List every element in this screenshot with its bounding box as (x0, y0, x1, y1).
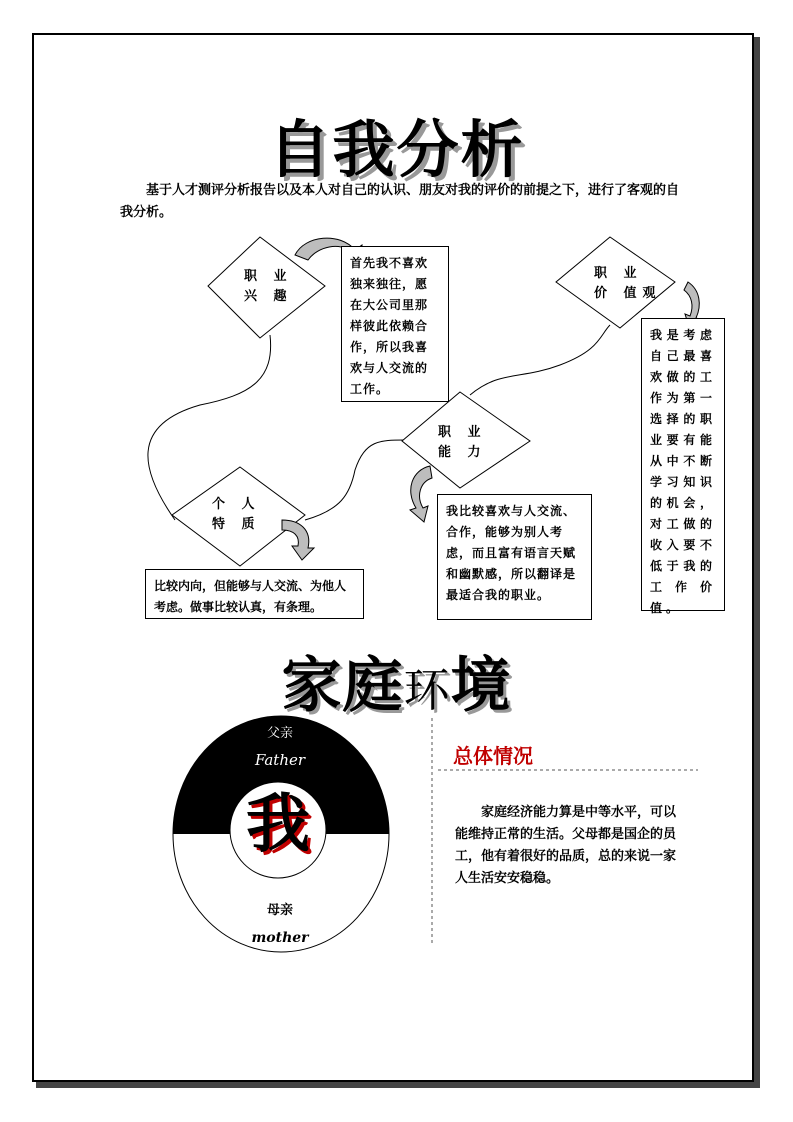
father-en-label: Father (254, 751, 306, 769)
family-title-part1: 家庭 (281, 651, 404, 721)
note-traits: 比较内向，但能够与人交流、为他人考虑。做事比较认真，有条理。 (145, 569, 364, 619)
me-label: 我 (246, 788, 310, 862)
connector-traits-ability (305, 440, 405, 520)
family-title-part2: 环 (403, 663, 451, 717)
intro-paragraph: 基于人才测评分析报告以及本人对自己的认识、朋友对我的评价的前提之下，进行了客观的自我分析。 (120, 183, 680, 220)
summary-text: 家庭经济能力算是中等水平，可以能维持正常的生活。父母都是国企的员工，他有着很好的品质，总的来说一家人生活安安稳稳。 (455, 805, 677, 886)
label-values: 职 业 价 值观 (594, 266, 662, 301)
summary-title: 总体情况 (453, 744, 533, 768)
label-interest: 职 业 兴 趣 (244, 269, 293, 304)
page-title: 自我分析 (268, 113, 525, 186)
mother-en-label: mother (251, 930, 309, 946)
family-section-title (0, 638, 793, 724)
note-interest: 首先我不喜欢独来独往，愿在大公司里那样彼此依赖合作，所以我喜欢与人交流的工作。 (341, 246, 449, 402)
note-values: 我是考虑自己最喜欢做的工作为第一选择的职业要有能从中不断学习知识的机会，对工做的收入要不低于我的工作价值。 (641, 318, 725, 611)
arrow-ability (410, 466, 432, 522)
father-cn-label: 父亲 (266, 726, 293, 741)
arrow-traits (282, 520, 314, 560)
note-ability: 我比较喜欢与人交流、合作，能够为别人考虑，而且富有语言天赋和幽默感，所以翻译是最适合我的职业。 (437, 494, 592, 620)
label-ability: 职 业 能 力 (438, 425, 487, 460)
mother-cn-label: 母亲 (266, 903, 293, 918)
family-title-part3: 境 (450, 651, 512, 721)
label-traits: 个 人 特 质 (212, 497, 261, 532)
connector-ability-values (470, 325, 610, 395)
